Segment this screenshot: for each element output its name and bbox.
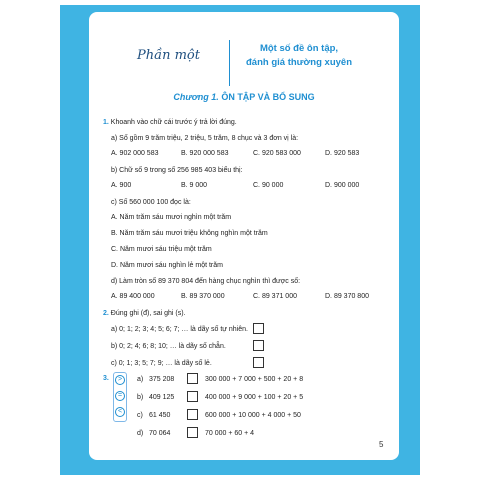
q3-row-d-label: d) [137,430,144,437]
q2-item-b: b) 0; 2; 4; 6; 8; 10; … là dãy số chẵn. [111,343,226,350]
q3-row-d-value: 70 064 [149,430,171,437]
q3-row-c-label: c) [137,412,143,419]
q3-row-d-expr: 70 000 + 60 + 4 [205,430,255,437]
chapter-name: ÔN TẬP VÀ BỔ SUNG [221,92,315,102]
q2-answer-box-a[interactable] [253,323,264,334]
q3-row-c-value: 61 450 [149,412,171,419]
chapter-title [89,92,399,102]
less-than-sign: < [115,407,125,417]
header-divider [229,40,230,86]
q1c-prompt: c) Số 560 000 100 đọc là: [111,199,191,206]
q1b-prompt: b) Chữ số 9 trong số 256 985 403 biểu thị: [111,167,243,174]
question-2-number: 2. [103,310,109,317]
q2-item-c: c) 0; 1; 3; 5; 7; 9; … là dãy số lẻ. [111,360,212,367]
q1a-option-b[interactable]: B. 920 000 583 [181,150,229,157]
greater-than-sign: > [115,375,125,385]
q1c-option-b[interactable]: B. Năm trăm sáu mươi triệu không nghìn một trăm [111,230,268,237]
q3-row-b-value: 409 125 [149,394,175,401]
q1a-option-d[interactable]: D. 920 583 [325,150,360,157]
page-header [89,40,399,86]
q1a-prompt: a) Số gồm 9 trăm triệu, 2 triệu, 5 trăm, 8 chục và 3 đơn vị là: [111,135,299,142]
page-number: 5 [379,440,384,449]
comparison-signs-box [113,372,127,422]
q1d-option-d[interactable]: D. 89 370 800 [325,293,369,300]
q1a-option-a[interactable]: A. 902 000 583 [111,150,159,157]
header-title-line1: Một số đề ôn tập, [259,43,339,54]
q2-answer-box-b[interactable] [253,340,264,351]
part-label: Phần một [137,48,200,63]
q3-row-b-expr: 400 000 + 9 000 + 100 + 20 + 5 [205,394,304,401]
q3-row-a-label: a) [137,376,144,383]
q3-row-a-expr: 300 000 + 7 000 + 500 + 20 + 8 [205,376,304,383]
q1c-option-d[interactable]: D. Năm mươi sáu nghìn lẻ một trăm [111,262,223,269]
q3-row-c-expr: 600 000 + 10 000 + 4 000 + 50 [205,412,301,419]
question-2 [103,309,186,318]
q1a-option-c[interactable]: C. 920 583 000 [253,150,301,157]
q1c-option-c[interactable]: C. Năm mươi sáu triệu một trăm [111,246,212,253]
workbook-page [89,12,399,460]
q1b-option-c[interactable]: C. 90 000 [253,182,284,189]
question-1 [103,118,237,127]
q1b-option-a[interactable]: A. 900 [111,182,132,189]
question-3-number: 3. [103,375,109,382]
q3-answer-box-d[interactable] [187,427,198,438]
q1d-option-c[interactable]: C. 89 371 000 [253,293,297,300]
q1c-option-a[interactable]: A. Năm trăm sáu mươi nghìn một trăm [111,214,232,221]
q2-answer-box-c[interactable] [253,357,264,368]
question-2-text: Đúng ghi (đ), sai ghi (s). [110,310,186,317]
q1d-option-b[interactable]: B. 89 370 000 [181,293,225,300]
equal-sign: = [115,391,125,401]
question-1-number: 1. [103,119,109,126]
q1d-prompt: d) Làm tròn số 89 370 804 đến hàng chục nghìn thì được số: [111,278,301,285]
q2-item-a: a) 0; 1; 2; 3; 4; 5; 6; 7; … là dãy số tự nhiên. [111,326,248,333]
q1b-option-b[interactable]: B. 9 000 [181,182,208,189]
q3-row-b-label: b) [137,394,144,401]
chapter-prefix: Chương 1. [173,92,219,102]
q3-row-a-value: 375 208 [149,376,175,383]
q3-answer-box-a[interactable] [187,373,198,384]
question-1-text: Khoanh vào chữ cái trước ý trả lời đúng. [110,119,237,126]
header-title-line2: đánh giá thường xuyên [246,57,352,68]
q3-answer-box-c[interactable] [187,409,198,420]
header-title [239,42,359,70]
q1b-option-d[interactable]: D. 900 000 [325,182,360,189]
q3-answer-box-b[interactable] [187,391,198,402]
q1d-option-a[interactable]: A. 89 400 000 [111,293,155,300]
